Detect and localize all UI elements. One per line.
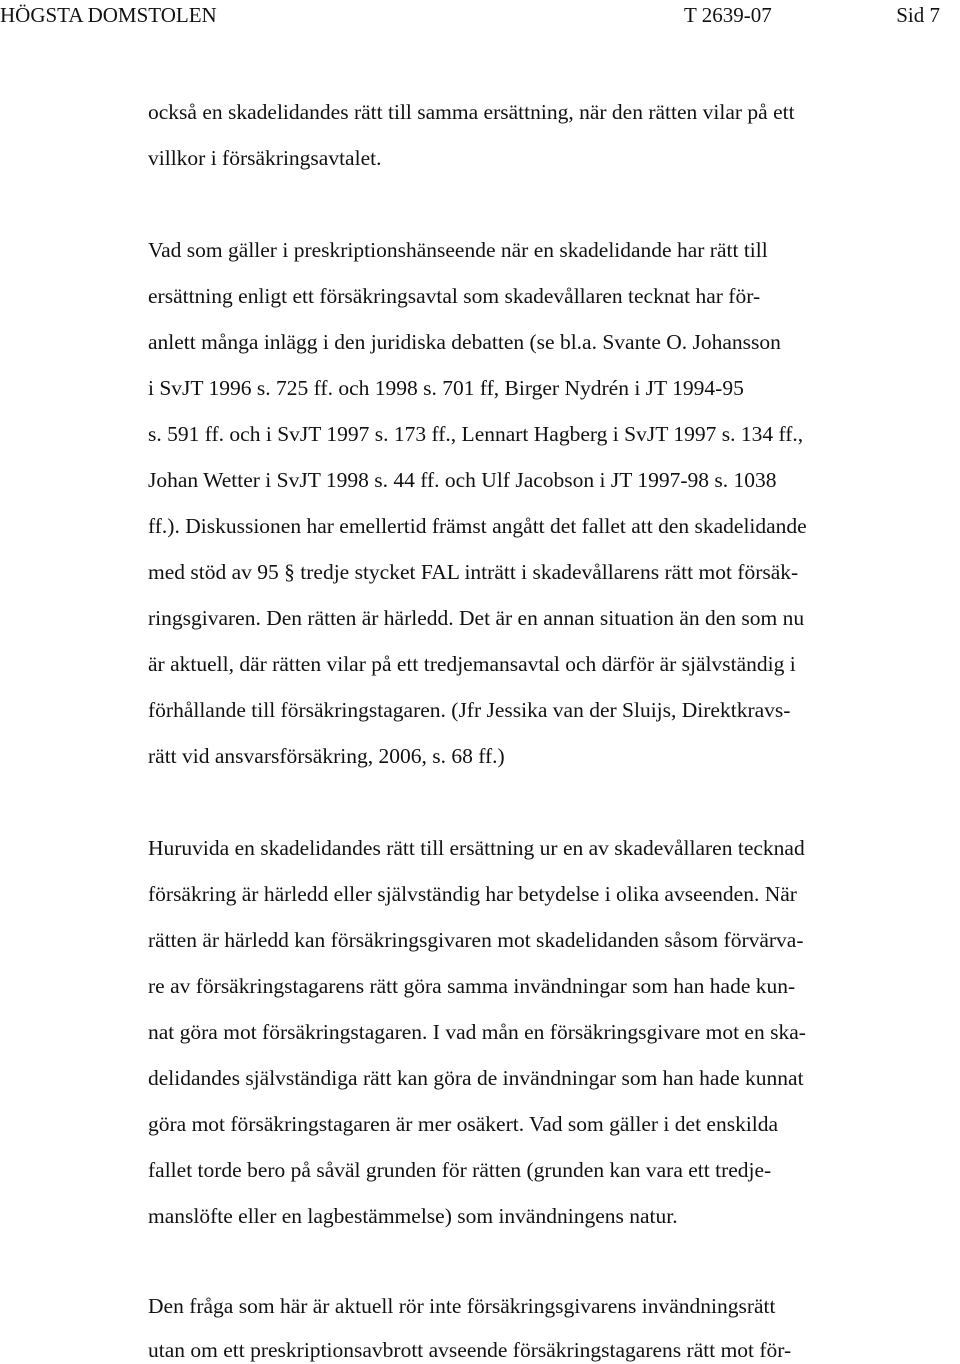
text-line: Johan Wetter i SvJT 1998 s. 44 ff. och Ulf Jacobson i JT 1997-98 s. 1038 [148,468,777,492]
text-line: också en skadelidandes rätt till samma ersättning, när den rätten vilar på ett [148,100,795,124]
text-line: är aktuell, där rätten vilar på ett tredjemansavtal och därför är självständig i [148,652,796,676]
text-line: Den fråga som här är aktuell rör inte försäkringsgivarens invändningsrätt [148,1294,776,1318]
text-line: försäkring är härledd eller självständig har betydelse i olika avseenden. När [148,882,797,906]
text-line: utan om ett preskriptionsavbrott avseende försäkringstagarens rätt mot för- [148,1338,792,1362]
text-line: re av försäkringstagarens rätt göra samma invändningar som han hade kun- [148,974,796,998]
page-header [0,0,960,30]
text-line: s. 591 ff. och i SvJT 1997 s. 173 ff., Lennart Hagberg i SvJT 1997 s. 134 ff., [148,422,804,446]
text-line: anlett många inlägg i den juridiska debatten (se bl.a. Svante O. Johansson [148,330,781,354]
text-line: ringsgivaren. Den rätten är härledd. Det är en annan situation än den som nu [148,606,805,630]
text-line: ersättning enligt ett försäkringsavtal som skadevållaren tecknat har för- [148,284,761,308]
text-line: rätten är härledd kan försäkringsgivaren mot skadelidanden såsom förvärva- [148,928,804,952]
text-line: Vad som gäller i preskriptionshänseende när en skadelidande har rätt till [148,238,768,262]
text-line: delidandes självständiga rätt kan göra de invändningar som han hade kunnat [148,1066,804,1090]
court-name: HÖGSTA DOMSTOLEN [0,3,217,27]
text-line: Huruvida en skadelidandes rätt till ersättning ur en av skadevållaren tecknad [148,836,805,860]
text-line: göra mot försäkringstagaren är mer osäkert. Vad som gäller i det enskilda [148,1112,779,1136]
text-line: med stöd av 95 § tredje stycket FAL inträtt i skadevållarens rätt mot försäk- [148,560,799,584]
text-line: manslöfte eller en lagbestämmelse) som invändningens natur. [148,1204,678,1228]
text-line: i SvJT 1996 s. 725 ff. och 1998 s. 701 ff, Birger Nydrén i JT 1994-95 [148,376,744,400]
text-line: nat göra mot försäkringstagaren. I vad mån en försäkringsgivare mot en ska- [148,1020,806,1044]
text-line: rätt vid ansvarsförsäkring, 2006, s. 68 ff.) [148,744,505,768]
text-line: förhållande till försäkringstagaren. (Jfr Jessika van der Sluijs, Direktkravs- [148,698,791,722]
text-line: fallet torde bero på såväl grunden för rätten (grunden kan vara ett tredje- [148,1158,772,1182]
case-number: T 2639-07 [684,3,772,27]
text-line: ff.). Diskussionen har emellertid främst angått det fallet att den skadelidande [148,514,807,538]
text-line: villkor i försäkringsavtalet. [148,146,382,170]
page-number: Sid 7 [896,3,940,27]
